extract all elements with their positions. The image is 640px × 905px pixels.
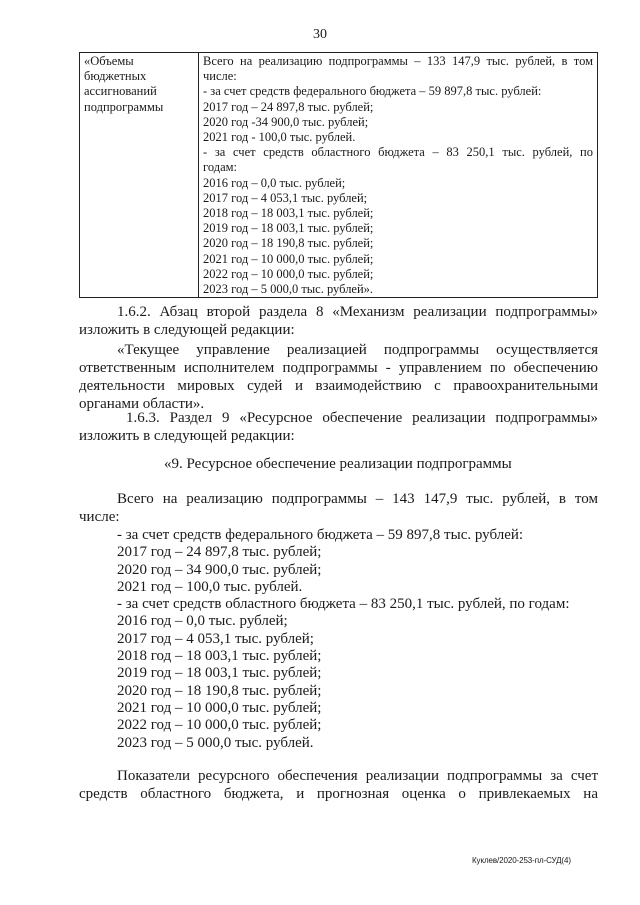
resource-total [117, 491, 598, 509]
content-line: числе: [203, 69, 237, 84]
paragraph-line: Всего на реализацию подпрограммы – 143 147,9 тыс. рублей, в том [117, 491, 598, 507]
content-line: 2020 год – 18 190,8 тыс. рублей; [203, 236, 374, 251]
content-line: 2017 год – 4 053,1 тыс. рублей; [203, 190, 368, 205]
content-line: 2018 год – 18 003,1 тыс. рублей; [203, 206, 374, 221]
list-item: 2022 год – 10 000,0 тыс. рублей; [117, 717, 322, 734]
funding-table [79, 52, 598, 298]
paragraph-line: органами области». [79, 395, 205, 412]
list-item: 2017 год – 4 053,1 тыс. рублей; [117, 630, 314, 647]
page-number: 30 [313, 27, 327, 42]
closing-paragraph-cont [79, 786, 598, 804]
section-1-6-3 [126, 410, 598, 428]
paragraph-line: Показатели ресурсного обеспечения реализации подпрограммы за счет [117, 768, 598, 784]
label-line: подпрограммы [84, 99, 164, 114]
resource-breakdown [117, 527, 598, 752]
content-line: 2022 год – 10 000,0 тыс. рублей; [203, 266, 374, 281]
section-9-heading [164, 456, 584, 474]
content-line: 2020 год -34 900,0 тыс. рублей; [203, 114, 369, 129]
content-line: 2021 год – 10 000,0 тыс. рублей; [203, 251, 374, 266]
content-line: 2017 год – 24 897,8 тыс. рублей; [203, 99, 374, 114]
list-item: - за счет средств областного бюджета – 83 250,1 тыс. рублей, по годам: [117, 596, 570, 613]
paragraph-line: изложить в следующей редакции: [79, 321, 295, 338]
list-item: 2021 год – 10 000,0 тыс. рублей; [117, 699, 322, 716]
list-item: 2023 год – 5 000,0 тыс. рублей. [117, 734, 314, 751]
quote-paragraph [117, 342, 598, 360]
content-line: - за счет средств федерального бюджета – 59 897,8 тыс. рублей: [203, 84, 542, 99]
paragraph-line: 1.6.3. Раздел 9 «Ресурсное обеспечение реализации подпрограммы» [126, 410, 598, 426]
section-1-6-3-cont [79, 428, 560, 446]
paragraph-line: 1.6.2. Абзац второй раздела 8 «Механизм реализации подпрограммы» [117, 304, 598, 320]
table-label-cell [80, 53, 199, 298]
content-line: Всего на реализацию подпрограммы – 133 147,9 тыс. рублей, в том [203, 54, 593, 68]
content-line: 2016 год – 0,0 тыс. рублей; [203, 175, 346, 190]
paragraph-line: «Текущее управление реализацией подпрограммы осуществляется [117, 342, 598, 358]
label-line: бюджетных [84, 69, 147, 84]
quote-paragraph-cont [79, 360, 598, 413]
heading-line: «9. Ресурсное обеспечение реализации подпрограммы [164, 456, 512, 472]
label-line: «Объемы [84, 54, 134, 68]
list-item: 2016 год – 0,0 тыс. рублей; [117, 613, 288, 630]
list-item: 2017 год – 24 897,8 тыс. рублей; [117, 544, 322, 561]
paragraph-line: числе: [79, 509, 120, 525]
resource-total-cont [79, 509, 560, 527]
paragraph-line: деятельности мировых судей и взаимодействию с правоохранительными [79, 377, 598, 394]
list-item: 2018 год – 18 003,1 тыс. рублей; [117, 648, 322, 665]
list-item: 2020 год – 18 190,8 тыс. рублей; [117, 682, 322, 699]
content-line: 2019 год – 18 003,1 тыс. рублей; [203, 221, 374, 236]
paragraph-line: изложить в следующей редакции: [79, 428, 295, 444]
list-item: 2019 год – 18 003,1 тыс. рублей; [117, 665, 322, 682]
list-item: 2021 год – 100,0 тыс. рублей. [117, 578, 303, 595]
section-1-6-2 [79, 304, 598, 340]
content-line: 2023 год – 5 000,0 тыс. рублей». [203, 282, 374, 297]
label-line: ассигнований [84, 84, 157, 99]
content-line: - за счет средств областного бюджета – 83 250,1 тыс. рублей, по [203, 145, 593, 160]
document-code: Куклев/2020-253-пл-СУД(4) [472, 856, 571, 865]
list-item: 2020 год – 34 900,0 тыс. рублей; [117, 561, 322, 578]
content-line: годам: [203, 160, 237, 175]
content-line: 2021 год - 100,0 тыс. рублей. [203, 130, 356, 145]
closing-paragraph [117, 768, 598, 786]
list-item: - за счет средств федерального бюджета – 59 897,8 тыс. рублей: [117, 527, 524, 543]
paragraph-line: ответственным исполнителем подпрограммы - управлением по обеспечению [79, 360, 598, 376]
paragraph-line: средств областного бюджета, и прогнозная оценка о привлекаемых на [79, 786, 598, 802]
table-content-cell [199, 53, 598, 298]
